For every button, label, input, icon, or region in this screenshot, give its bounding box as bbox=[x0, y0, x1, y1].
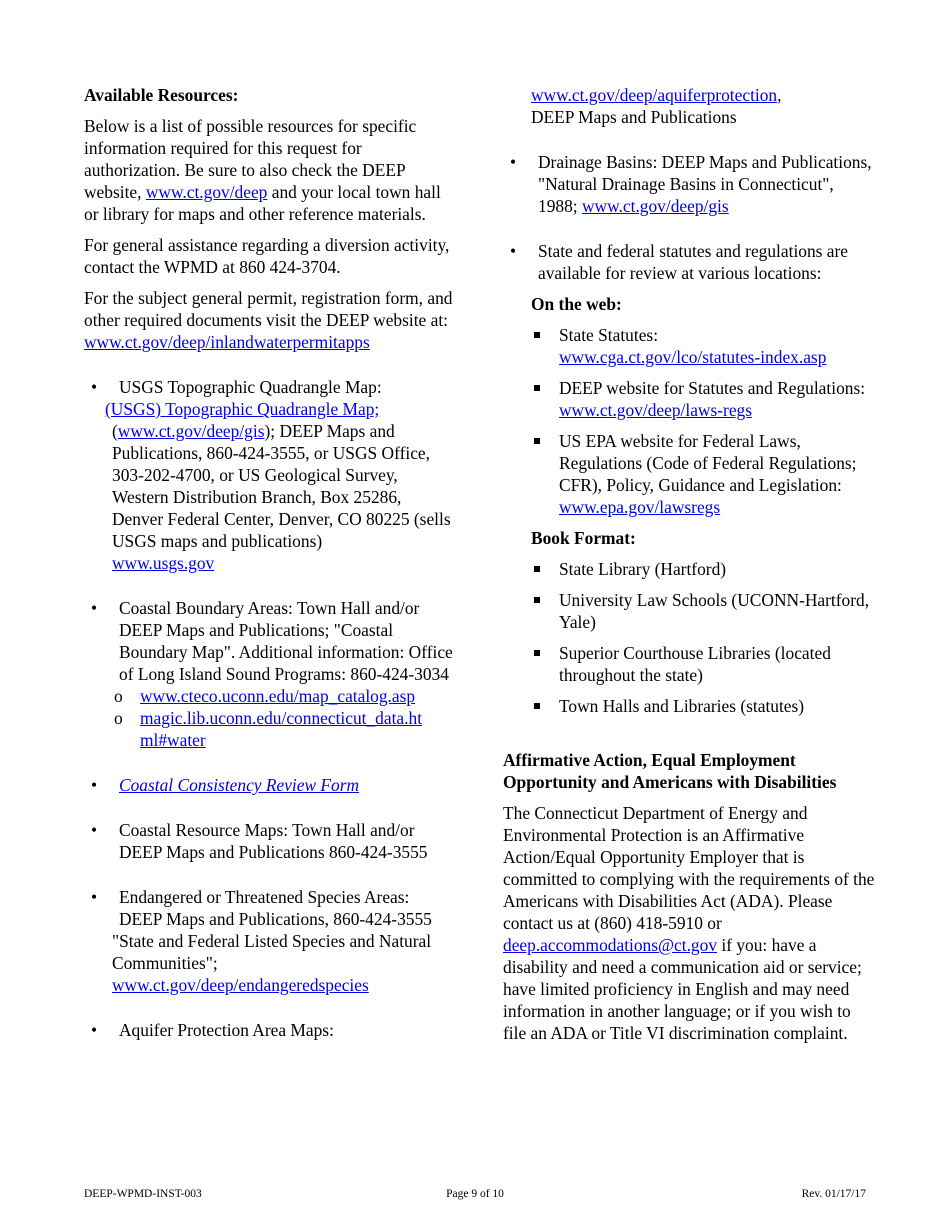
magic-link-part2: ml#water bbox=[140, 730, 206, 750]
accommodations-email-link[interactable]: deep.accommodations@ct.gov bbox=[503, 935, 718, 955]
coastal-boundary-item bbox=[84, 597, 456, 685]
magic-link-part1: magic.lib.uconn.edu/connecticut_data.ht bbox=[140, 708, 423, 728]
aquifer-maps-text: DEEP Maps and Publications bbox=[531, 107, 737, 127]
web-item-deep-regs bbox=[531, 377, 875, 421]
bullet: • bbox=[91, 775, 98, 795]
drainage-gis-link[interactable]: www.ct.gov/deep/gis bbox=[581, 196, 729, 216]
book-item-text: Town Halls and Libraries (statutes) bbox=[559, 696, 805, 716]
aquifer-item bbox=[84, 1019, 456, 1041]
permit-paragraph bbox=[84, 287, 456, 353]
usgs-detail bbox=[112, 420, 456, 574]
sub-bullet: o bbox=[114, 686, 123, 706]
bullet: • bbox=[91, 377, 98, 397]
book-item bbox=[531, 589, 875, 633]
affirmative-action-heading: Affirmative Action, Equal Employment Opportunity and Americans with Disabilities bbox=[503, 750, 837, 792]
book-item-text: University Law Schools (UCONN-Hartford, Yale) bbox=[559, 590, 870, 632]
square-bullet-icon bbox=[534, 332, 540, 338]
book-item bbox=[531, 695, 875, 717]
intro-text: Below is a list of possible resources for specific information required for this request for authorization. Be sure to also check the DEEP website, bbox=[84, 116, 417, 202]
drainage-item bbox=[503, 151, 875, 217]
magic-link[interactable] bbox=[140, 708, 422, 750]
bullet: • bbox=[91, 887, 98, 907]
book-format-heading: Book Format: bbox=[531, 528, 636, 548]
coastal-consistency-link[interactable]: Coastal Consistency Review Form bbox=[119, 775, 360, 795]
footer-doc-id: DEEP-WPMD-INST-003 bbox=[84, 1188, 202, 1200]
gis-link[interactable]: www.ct.gov/deep/gis bbox=[117, 421, 265, 441]
aa-text: The Connecticut Department of Energy and Environmental Protection is an Affirmative Action/Equal Opportunity Employer that is committed to complying with the requirements of the Americans with Disabilities Act (ADA). Please contact us at (860) 418-5910 or bbox=[503, 803, 875, 933]
square-bullet-icon bbox=[534, 385, 540, 391]
epa-lawsregs-link[interactable]: www.epa.gov/lawsregs bbox=[559, 497, 721, 517]
drainage-text: Drainage Basins: DEEP Maps and Publications, "Natural Drainage Basins in Connecticut", 1988; bbox=[538, 152, 872, 216]
species-item bbox=[84, 886, 456, 996]
web-item-text: DEEP website for Statutes and Regulations: bbox=[559, 378, 866, 398]
footer-revision: Rev. 01/17/17 bbox=[801, 1188, 866, 1200]
web-item-statutes bbox=[531, 324, 875, 368]
cteco-link[interactable]: www.cteco.uconn.edu/map_catalog.asp bbox=[140, 686, 416, 706]
endangered-species-link[interactable]: www.ct.gov/deep/endangeredspecies bbox=[112, 975, 369, 995]
usgs-gov-link[interactable]: www.usgs.gov bbox=[112, 553, 215, 573]
book-item bbox=[531, 642, 875, 686]
square-bullet-icon bbox=[534, 703, 540, 709]
assistance-paragraph: For general assistance regarding a diversion activity, contact the WPMD at 860 424-3704. bbox=[84, 235, 450, 277]
book-item bbox=[531, 558, 875, 580]
statutes-index-link[interactable]: www.cga.ct.gov/lco/statutes-index.asp bbox=[559, 347, 827, 367]
available-resources-heading: Available Resources: bbox=[84, 85, 239, 105]
on-the-web-heading: On the web: bbox=[531, 294, 622, 314]
usgs-text: ); DEEP Maps and Publications, 860-424-3555, or USGS Office, 303-202-4700, or US Geological Survey, Western Distribution Branch, Box 25286, Denver Federal Center, Denver, CO 80225 (sells USGS maps and publications) bbox=[112, 421, 451, 551]
book-item-text: Superior Courthouse Libraries (located throughout the state) bbox=[559, 643, 831, 685]
statutes-item bbox=[503, 240, 875, 284]
species-detail bbox=[112, 930, 456, 996]
laws-regs-link[interactable]: www.ct.gov/deep/laws-regs bbox=[559, 400, 753, 420]
left-column bbox=[84, 84, 456, 1041]
open-paren: ( bbox=[112, 421, 118, 441]
square-bullet-icon bbox=[534, 566, 540, 572]
right-column bbox=[503, 84, 875, 1053]
bullet: • bbox=[91, 1020, 98, 1040]
bullet: • bbox=[91, 598, 98, 618]
intro-text-cont: and your local town hall or library for maps and other reference materials. bbox=[84, 182, 441, 224]
cteco-item bbox=[84, 685, 456, 707]
deep-website-link[interactable]: www.ct.gov/deep bbox=[145, 182, 268, 202]
web-item-text: US EPA website for Federal Laws, Regulations (Code of Federal Regulations; CFR), Policy, Guidance and Legislation: bbox=[559, 431, 857, 495]
resource-maps-item bbox=[84, 819, 456, 863]
web-item-epa bbox=[531, 430, 875, 518]
permit-apps-link[interactable]: www.ct.gov/deep/inlandwaterpermitapps bbox=[84, 332, 370, 352]
book-list bbox=[503, 558, 875, 717]
sub-bullet: o bbox=[114, 708, 123, 728]
aa-text-cont: if you: have a disability and need a communication aid or service; have limited proficiency in English and may need information in another language; or if you wish to file an ADA or Title VI discrimination complaint. bbox=[503, 935, 862, 1043]
bullet: • bbox=[91, 820, 98, 840]
square-bullet-icon bbox=[534, 597, 540, 603]
web-list bbox=[503, 324, 875, 518]
bullet: • bbox=[510, 241, 517, 261]
web-item-text: State Statutes: bbox=[559, 325, 659, 345]
footer-page-number: Page 9 of 10 bbox=[446, 1188, 504, 1200]
intro-paragraph bbox=[84, 115, 456, 225]
usgs-title: USGS Topographic Quadrangle Map: bbox=[119, 377, 382, 397]
species-text2: "State and Federal Listed Species and Natural Communities"; bbox=[112, 931, 432, 973]
square-bullet-icon bbox=[534, 650, 540, 656]
magic-item bbox=[84, 707, 456, 751]
species-text: Endangered or Threatened Species Areas: DEEP Maps and Publications, 860-424-3555 bbox=[119, 887, 432, 929]
coastal-boundary-text: Coastal Boundary Areas: Town Hall and/or DEEP Maps and Publications; "Coastal Boundary Map". Additional information: Office of Long Island Sound Programs: 860-424-3034 bbox=[119, 598, 453, 684]
usgs-item bbox=[84, 376, 456, 574]
bullet: • bbox=[510, 152, 517, 172]
permit-text: For the subject general permit, registration form, and other required documents visit the DEEP website at: bbox=[84, 288, 453, 330]
aquifer-text: Aquifer Protection Area Maps: bbox=[119, 1020, 334, 1040]
consistency-item bbox=[84, 774, 456, 796]
square-bullet-icon bbox=[534, 438, 540, 444]
resource-maps-text: Coastal Resource Maps: Town Hall and/or DEEP Maps and Publications 860-424-3555 bbox=[119, 820, 428, 862]
usgs-topo-link[interactable]: (USGS) Topographic Quadrangle Map; bbox=[105, 399, 380, 419]
aquifer-continued bbox=[503, 84, 875, 128]
statutes-text: State and federal statutes and regulations are available for review at various locations: bbox=[538, 241, 849, 283]
aquifer-comma: , bbox=[777, 85, 782, 105]
aquifer-protection-link[interactable]: www.ct.gov/deep/aquiferprotection bbox=[531, 85, 778, 105]
book-item-text: State Library (Hartford) bbox=[559, 559, 727, 579]
affirmative-action-paragraph bbox=[503, 802, 875, 1044]
